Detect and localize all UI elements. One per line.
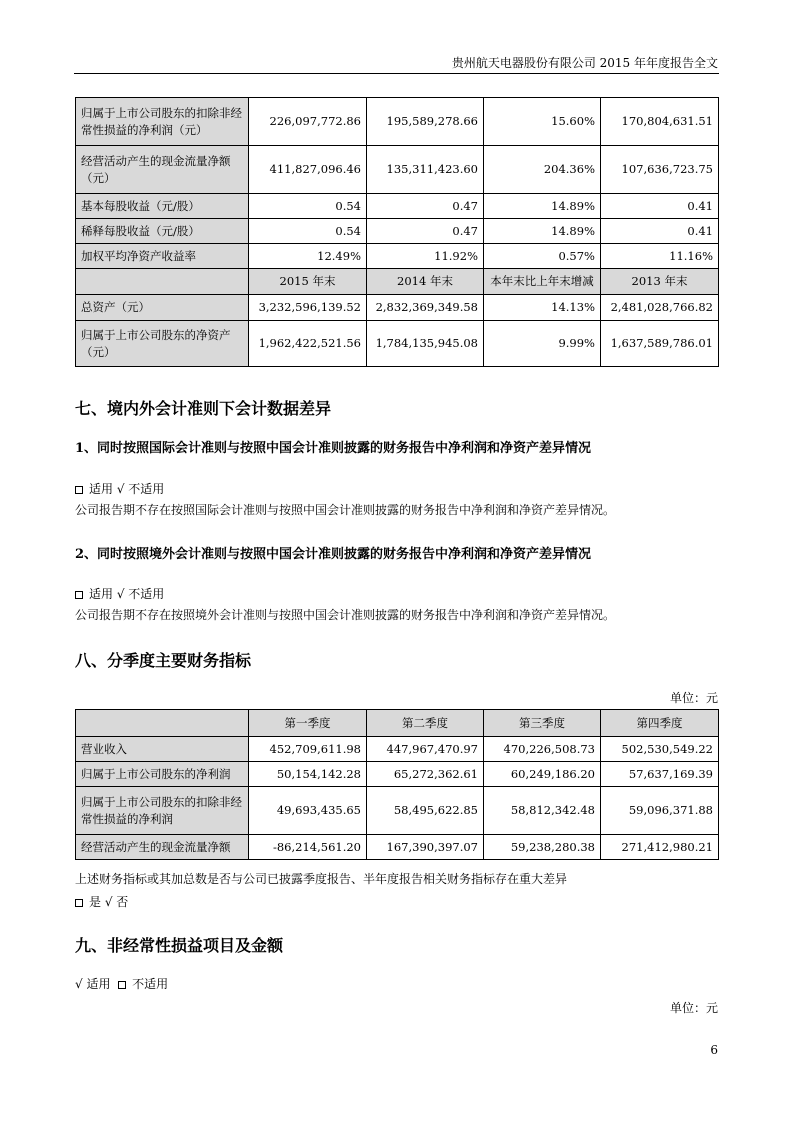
table-cell: 1,962,422,521.56	[249, 321, 367, 367]
table-row	[76, 762, 719, 787]
table-cell: 271,412,980.21	[601, 835, 719, 860]
quarterly-note: 上述财务指标或其加总数是否与公司已披露季度报告、半年度报告相关财务指标存在重大差异	[75, 872, 568, 886]
table-row	[76, 737, 719, 762]
applicability-option: 适用 √ 不适用	[75, 480, 164, 497]
report-header-title: 贵州航天电器股份有限公司 2015 年年度报告全文	[451, 56, 718, 70]
table-cell: 9.99%	[484, 321, 601, 367]
column-header: 第一季度	[249, 710, 367, 737]
table-cell: 14.89%	[484, 219, 601, 244]
checkbox-icon	[75, 486, 83, 494]
table-cell: 452,709,611.98	[249, 737, 367, 762]
table-row	[76, 194, 719, 219]
row-label: 归属于上市公司股东的净利润	[76, 762, 249, 787]
table-cell: 59,238,280.38	[484, 835, 601, 860]
table-cell: 170,804,631.51	[601, 98, 719, 146]
applicability-option: √ 适用 不适用	[75, 977, 169, 991]
table-cell: 502,530,549.22	[601, 737, 719, 762]
discrepancy-option: 是 √ 否	[75, 893, 128, 910]
column-header: 第三季度	[484, 710, 601, 737]
table-cell: 107,636,723.75	[601, 146, 719, 194]
table-cell: 50,154,142.28	[249, 762, 367, 787]
page-number: 6	[710, 1043, 718, 1057]
table-cell: 2,832,369,349.58	[367, 295, 484, 321]
row-label: 加权平均净资产收益率	[76, 244, 249, 269]
table-subheader-row	[76, 269, 719, 295]
table-row	[76, 787, 719, 835]
table-cell: 11.16%	[601, 244, 719, 269]
checkbox-icon	[118, 981, 126, 989]
table-row	[76, 321, 719, 367]
table-cell: 1,784,135,945.08	[367, 321, 484, 367]
applicability-option: 适用 √ 不适用	[75, 585, 164, 602]
checkbox-icon	[75, 899, 83, 907]
header-cell-empty	[76, 710, 249, 737]
table-cell: 447,967,470.97	[367, 737, 484, 762]
table-cell: 470,226,508.73	[484, 737, 601, 762]
unit-label: 单位：元	[669, 691, 718, 705]
section-7-1-title: 1、同时按照国际会计准则与按照中国会计准则披露的财务报告中净利润和净资产差异情况	[75, 441, 592, 456]
column-header: 2015 年末	[249, 269, 367, 295]
table-cell: 0.57%	[484, 244, 601, 269]
table-cell: 226,097,772.86	[249, 98, 367, 146]
row-label: 归属于上市公司股东的扣除非经常性损益的净利润（元）	[76, 98, 249, 146]
header-divider	[74, 73, 719, 74]
column-header: 2014 年末	[367, 269, 484, 295]
checkbox-icon	[75, 591, 83, 599]
table-cell: 0.47	[367, 194, 484, 219]
table-cell: 65,272,362.61	[367, 762, 484, 787]
column-header: 2013 年末	[601, 269, 719, 295]
table-cell: 0.54	[249, 194, 367, 219]
column-header: 第二季度	[367, 710, 484, 737]
table-row	[76, 295, 719, 321]
table-cell: 12.49%	[249, 244, 367, 269]
table-cell: 49,693,435.65	[249, 787, 367, 835]
table-cell: 2,481,028,766.82	[601, 295, 719, 321]
table-cell: 195,589,278.66	[367, 98, 484, 146]
table-cell: 60,249,186.20	[484, 762, 601, 787]
table-cell: 14.89%	[484, 194, 601, 219]
table-cell: 167,390,397.07	[367, 835, 484, 860]
table-cell: 15.60%	[484, 98, 601, 146]
table-row	[76, 146, 719, 194]
main-financial-table	[75, 97, 719, 367]
row-label: 经营活动产生的现金流量净额	[76, 835, 249, 860]
table-row	[76, 98, 719, 146]
header-cell-empty	[76, 269, 249, 295]
table-header-row	[76, 710, 719, 737]
table-cell: 135,311,423.60	[367, 146, 484, 194]
table-cell: 411,827,096.46	[249, 146, 367, 194]
section-7-1-text: 公司报告期不存在按照国际会计准则与按照中国会计准则披露的财务报告中净利润和净资产差异情况。	[75, 503, 616, 517]
table-cell: 11.92%	[367, 244, 484, 269]
section-7-2-text: 公司报告期不存在按照境外会计准则与按照中国会计准则披露的财务报告中净利润和净资产差异情况。	[75, 608, 616, 622]
row-label: 归属于上市公司股东的净资产（元）	[76, 321, 249, 367]
column-header: 本年末比上年末增减	[484, 269, 601, 295]
column-header: 第四季度	[601, 710, 719, 737]
row-label: 经营活动产生的现金流量净额（元）	[76, 146, 249, 194]
table-cell: 0.41	[601, 194, 719, 219]
table-row	[76, 244, 719, 269]
quarterly-table	[75, 709, 719, 860]
row-label: 稀释每股收益（元/股）	[76, 219, 249, 244]
table-cell: 0.54	[249, 219, 367, 244]
table-cell: 204.36%	[484, 146, 601, 194]
row-label: 营业收入	[76, 737, 249, 762]
row-label: 基本每股收益（元/股）	[76, 194, 249, 219]
table-cell: 14.13%	[484, 295, 601, 321]
table-cell: 58,495,622.85	[367, 787, 484, 835]
table-row	[76, 835, 719, 860]
row-label: 总资产（元）	[76, 295, 249, 321]
table-cell: -86,214,561.20	[249, 835, 367, 860]
row-label: 归属于上市公司股东的扣除非经常性损益的净利润	[76, 787, 249, 835]
table-cell: 1,637,589,786.01	[601, 321, 719, 367]
table-row	[76, 219, 719, 244]
table-cell: 3,232,596,139.52	[249, 295, 367, 321]
section-9-title: 九、非经常性损益项目及金额	[75, 936, 284, 955]
unit-label: 单位：元	[669, 1001, 718, 1015]
table-cell: 0.47	[367, 219, 484, 244]
section-7-2-title: 2、同时按照境外会计准则与按照中国会计准则披露的财务报告中净利润和净资产差异情况	[75, 547, 592, 562]
table-cell: 58,812,342.48	[484, 787, 601, 835]
table-cell: 57,637,169.39	[601, 762, 719, 787]
table-cell: 59,096,371.88	[601, 787, 719, 835]
section-8-title: 八、分季度主要财务指标	[75, 651, 252, 670]
section-7-title: 七、境内外会计准则下会计数据差异	[75, 399, 332, 418]
table-cell: 0.41	[601, 219, 719, 244]
